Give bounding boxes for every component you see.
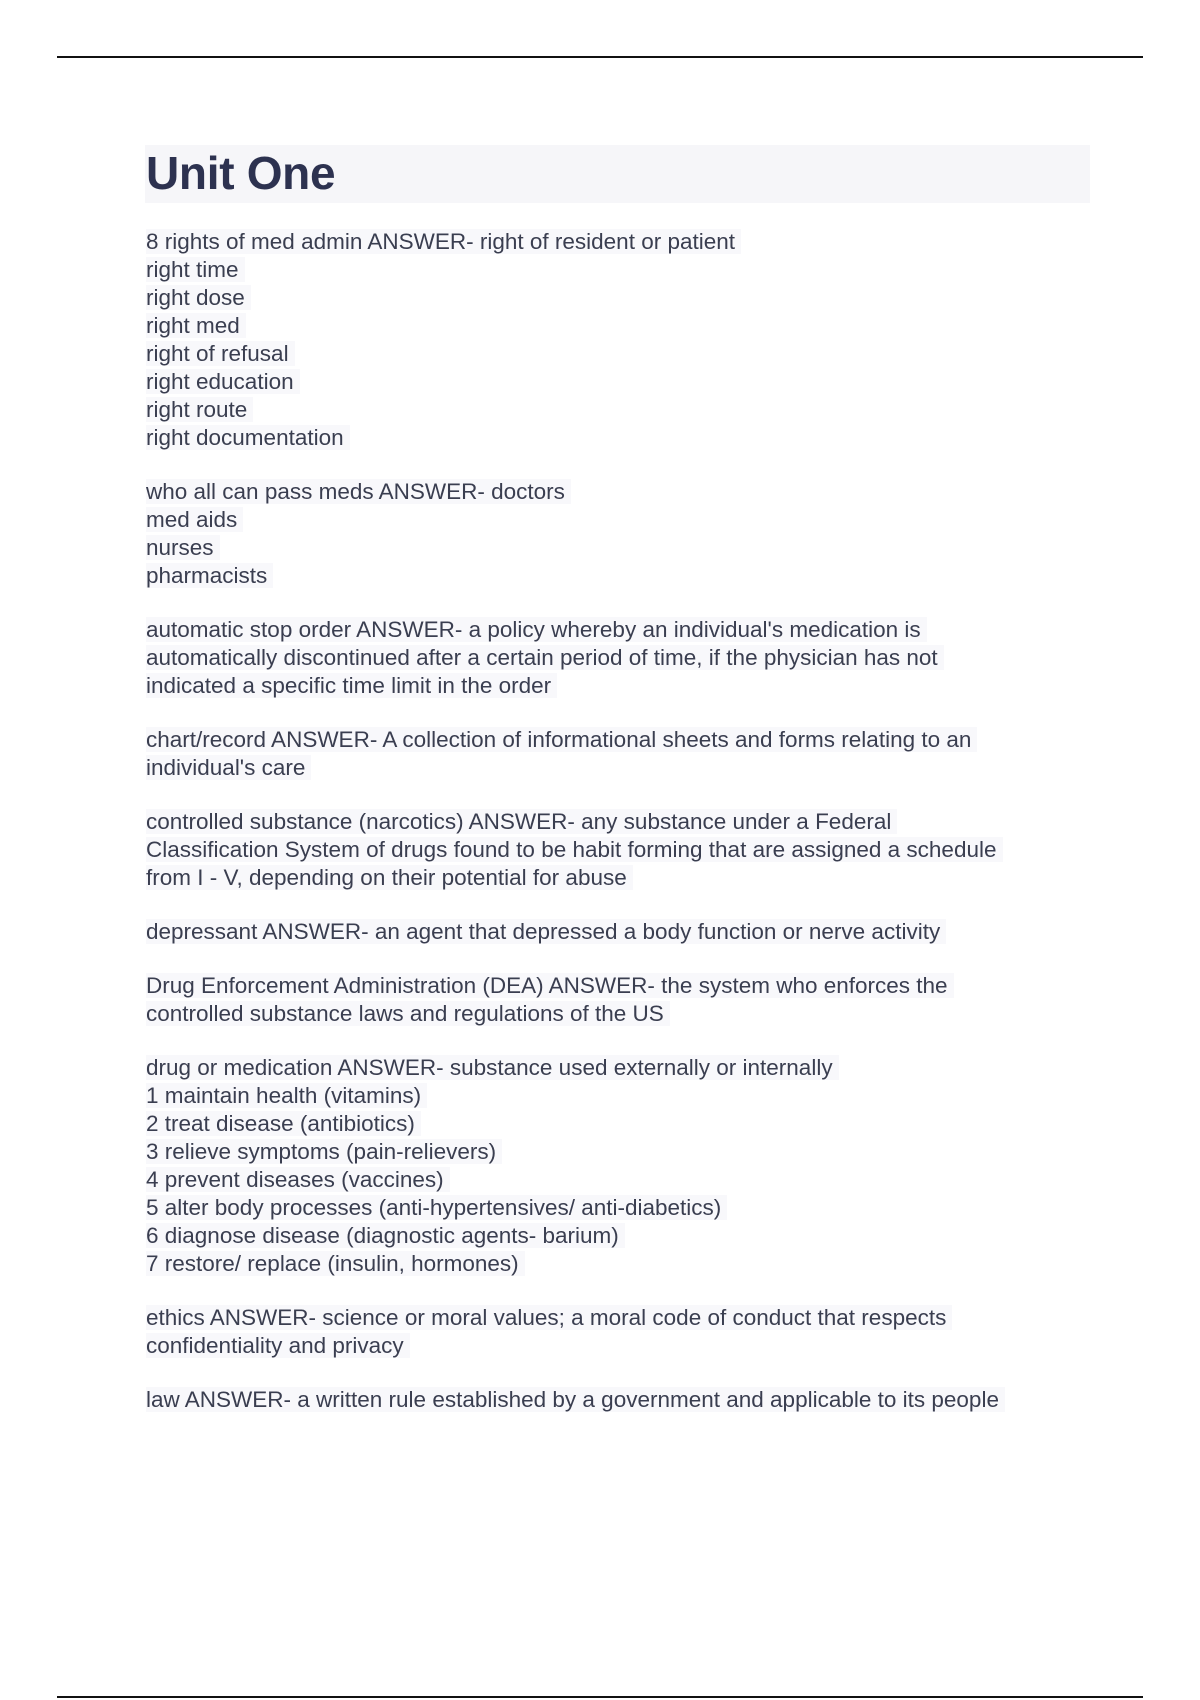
flashcard-entry	[146, 918, 1096, 946]
entry-detail-line	[146, 1222, 1096, 1250]
entry-term-line	[146, 478, 1096, 506]
entry-text: indicated a specific time limit in the order	[146, 673, 557, 698]
entry-term-line	[146, 228, 1096, 256]
entry-detail-line	[146, 312, 1096, 340]
entry-detail-line	[146, 754, 1096, 782]
entry-text: 4 prevent diseases (vaccines)	[146, 1167, 450, 1192]
entry-detail-line	[146, 1332, 1096, 1360]
entry-text: right documentation	[146, 425, 350, 450]
entry-term-line	[146, 726, 1096, 754]
entry-detail-line	[146, 672, 1096, 700]
entry-detail-line	[146, 562, 1096, 590]
entry-text: controlled substance (narcotics) ANSWER- any substance under a Federal	[146, 809, 897, 834]
entry-term-line	[146, 1386, 1096, 1414]
entry-term-line	[146, 808, 1096, 836]
entry-term-line	[146, 616, 1096, 644]
entry-detail-line	[146, 1138, 1096, 1166]
entry-text: Classification System of drugs found to be habit forming that are assigned a schedule	[146, 837, 1003, 862]
entry-text: 6 diagnose disease (diagnostic agents- barium)	[146, 1223, 625, 1248]
entry-text: who all can pass meds ANSWER- doctors	[146, 479, 571, 504]
entry-text: right dose	[146, 285, 251, 310]
flashcard-entry	[146, 1054, 1096, 1278]
entry-term-line	[146, 972, 1096, 1000]
flashcard-entry	[146, 478, 1096, 590]
entry-text: 8 rights of med admin ANSWER- right of resident or patient	[146, 229, 741, 254]
entry-text: right of refusal	[146, 341, 295, 366]
flashcard-entry	[146, 808, 1096, 892]
flashcard-entry	[146, 616, 1096, 700]
entry-text: ethics ANSWER- science or moral values; a moral code of conduct that respects	[146, 1305, 952, 1330]
entry-text: automatic stop order ANSWER- a policy whereby an individual's medication is	[146, 617, 927, 642]
entry-detail-line	[146, 368, 1096, 396]
entry-text: drug or medication ANSWER- substance used externally or internally	[146, 1055, 839, 1080]
page-title: Unit One	[146, 147, 336, 199]
entry-text: 5 alter body processes (anti-hypertensives/ anti-diabetics)	[146, 1195, 727, 1220]
flashcard-entry	[146, 228, 1096, 452]
entry-text: automatically discontinued after a certain period of time, if the physician has not	[146, 645, 944, 670]
entry-detail-line	[146, 1000, 1096, 1028]
entry-text: right route	[146, 397, 253, 422]
entry-text: 3 relieve symptoms (pain-relievers)	[146, 1139, 502, 1164]
flashcard-list	[146, 228, 1096, 1440]
entry-detail-line	[146, 864, 1096, 892]
entry-text: 2 treat disease (antibiotics)	[146, 1111, 421, 1136]
entry-text: 1 maintain health (vitamins)	[146, 1083, 427, 1108]
entry-detail-line	[146, 1082, 1096, 1110]
entry-text: med aids	[146, 507, 243, 532]
flashcard-entry	[146, 726, 1096, 782]
entry-detail-line	[146, 644, 1096, 672]
entry-detail-line	[146, 836, 1096, 864]
entry-text: controlled substance laws and regulations of the US	[146, 1001, 670, 1026]
entry-text: right education	[146, 369, 300, 394]
entry-text: nurses	[146, 535, 220, 560]
entry-term-line	[146, 1304, 1096, 1332]
entry-detail-line	[146, 256, 1096, 284]
entry-detail-line	[146, 424, 1096, 452]
entry-text: depressant ANSWER- an agent that depressed a body function or nerve activity	[146, 919, 946, 944]
entry-text: right med	[146, 313, 246, 338]
entry-detail-line	[146, 534, 1096, 562]
entry-text: right time	[146, 257, 245, 282]
entry-detail-line	[146, 1250, 1096, 1278]
entry-text: pharmacists	[146, 563, 273, 588]
entry-text: chart/record ANSWER- A collection of informational sheets and forms relating to an	[146, 727, 977, 752]
entry-detail-line	[146, 1166, 1096, 1194]
flashcard-entry	[146, 972, 1096, 1028]
entry-text: 7 restore/ replace (insulin, hormones)	[146, 1251, 525, 1276]
entry-text: individual's care	[146, 755, 311, 780]
bottom-divider	[57, 1696, 1143, 1698]
entry-detail-line	[146, 1194, 1096, 1222]
entry-text: Drug Enforcement Administration (DEA) ANSWER- the system who enforces the	[146, 973, 954, 998]
entry-text: confidentiality and privacy	[146, 1333, 410, 1358]
flashcard-entry	[146, 1304, 1096, 1360]
entry-detail-line	[146, 284, 1096, 312]
entry-detail-line	[146, 506, 1096, 534]
entry-text: from I - V, depending on their potential for abuse	[146, 865, 633, 890]
entry-term-line	[146, 1054, 1096, 1082]
entry-detail-line	[146, 340, 1096, 368]
entry-text: law ANSWER- a written rule established by a government and applicable to its people	[146, 1387, 1005, 1412]
entry-detail-line	[146, 1110, 1096, 1138]
entry-detail-line	[146, 396, 1096, 424]
flashcard-entry	[146, 1386, 1096, 1414]
entry-term-line	[146, 918, 1096, 946]
top-divider	[57, 56, 1143, 58]
